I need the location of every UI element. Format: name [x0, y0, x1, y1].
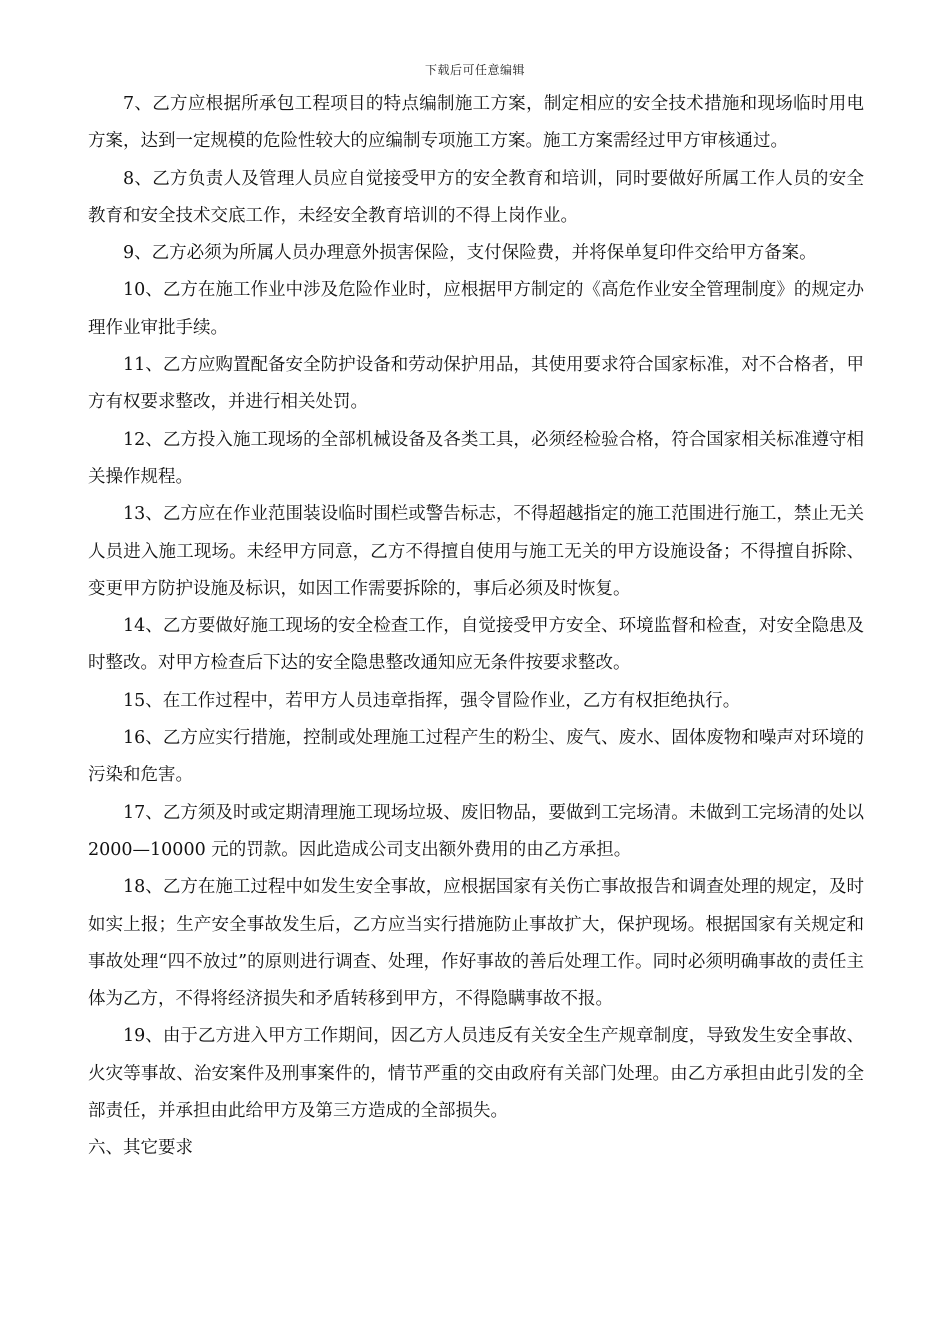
clause-9: 9、乙方必须为所属人员办理意外损害保险，支付保险费，并将保单复印件交给甲方备案。 [123, 243, 817, 264]
clause-8: 8、乙方负责人及管理人员应自觉接受甲方的安全教育和培训，同时要做好所属工作人员的安全教育和安全技术交底工作，未经安全教育培训的不得上岗作业。 [88, 168, 864, 226]
clause-12: 12、乙方投入施工现场的全部机械设备及各类工具，必须经检验合格，符合国家相关标准遵守相关操作规程。 [88, 429, 864, 487]
clause-18: 18、乙方在施工过程中如发生安全事故，应根据国家有关伤亡事故报告和调查处理的规定，及时如实上报；生产安全事故发生后，乙方应当实行措施防止事故扩大，保护现场。根据国家有关规定和事故处理“四不放过”的原则进行调查、处理，作好事故的善后处理工作。同时必须明确事故的责任主体为乙方，不得将经济损失和矛盾转移到甲方，不得隐瞒事故不报。 [88, 877, 864, 1010]
clause-7: 7、乙方应根据所承包工程项目的特点编制施工方案，制定相应的安全技术措施和现场临时用电方案，达到一定规模的危险性较大的应编制专项施工方案。施工方案需经过甲方审核通过。 [88, 94, 864, 152]
clause-11: 11、乙方应购置配备安全防护设备和劳动保护用品，其使用要求符合国家标准，对不合格者，甲方有权要求整改，并进行相关处罚。 [88, 355, 864, 413]
clause-10: 10、乙方在施工作业中涉及危险作业时，应根据甲方制定的《高危作业安全管理制度》的规定办理作业审批手续。 [88, 280, 864, 338]
clause-17: 17、乙方须及时或定期清理施工现场垃圾、废旧物品，要做到工完场清。未做到工完场清的处以 2000—10000 元的罚款。因此造成公司支出额外费用的由乙方承担。 [88, 802, 864, 860]
clause-14: 14、乙方要做好施工现场的安全检查工作，自觉接受甲方安全、环境监督和检查，对安全隐患及时整改。对甲方检查后下达的安全隐患整改通知应无条件按要求整改。 [88, 616, 864, 674]
clause-16: 16、乙方应实行措施，控制或处理施工过程产生的粉尘、废气、废水、固体废物和噪声对环境的污染和危害。 [88, 728, 864, 786]
clause-13: 13、乙方应在作业范围装设临时围栏或警告标志，不得超越指定的施工范围进行施工，禁止无关人员进入施工现场。未经甲方同意，乙方不得擅自使用与施工无关的甲方设施设备；不得擅自拆除、变更甲方防护设施及标识，如因工作需要拆除的，事后必须及时恢复。 [88, 504, 864, 599]
page-header-note: 下载后可任意编辑 [424, 63, 525, 77]
clause-15: 15、在工作过程中，若甲方人员违章指挥，强令冒险作业，乙方有权拒绝执行。 [123, 690, 741, 711]
section-heading: 六、其它要求 [88, 1138, 193, 1159]
clause-19: 19、由于乙方进入甲方工作期间，因乙方人员违反有关安全生产规章制度，导致发生安全事故、火灾等事故、治安案件及刑事案件的，情节严重的交由政府有关部门处理。由乙方承担由此引发的全部责任，并承担由此给甲方及第三方造成的全部损失。 [88, 1026, 864, 1122]
document-body [88, 86, 864, 1168]
